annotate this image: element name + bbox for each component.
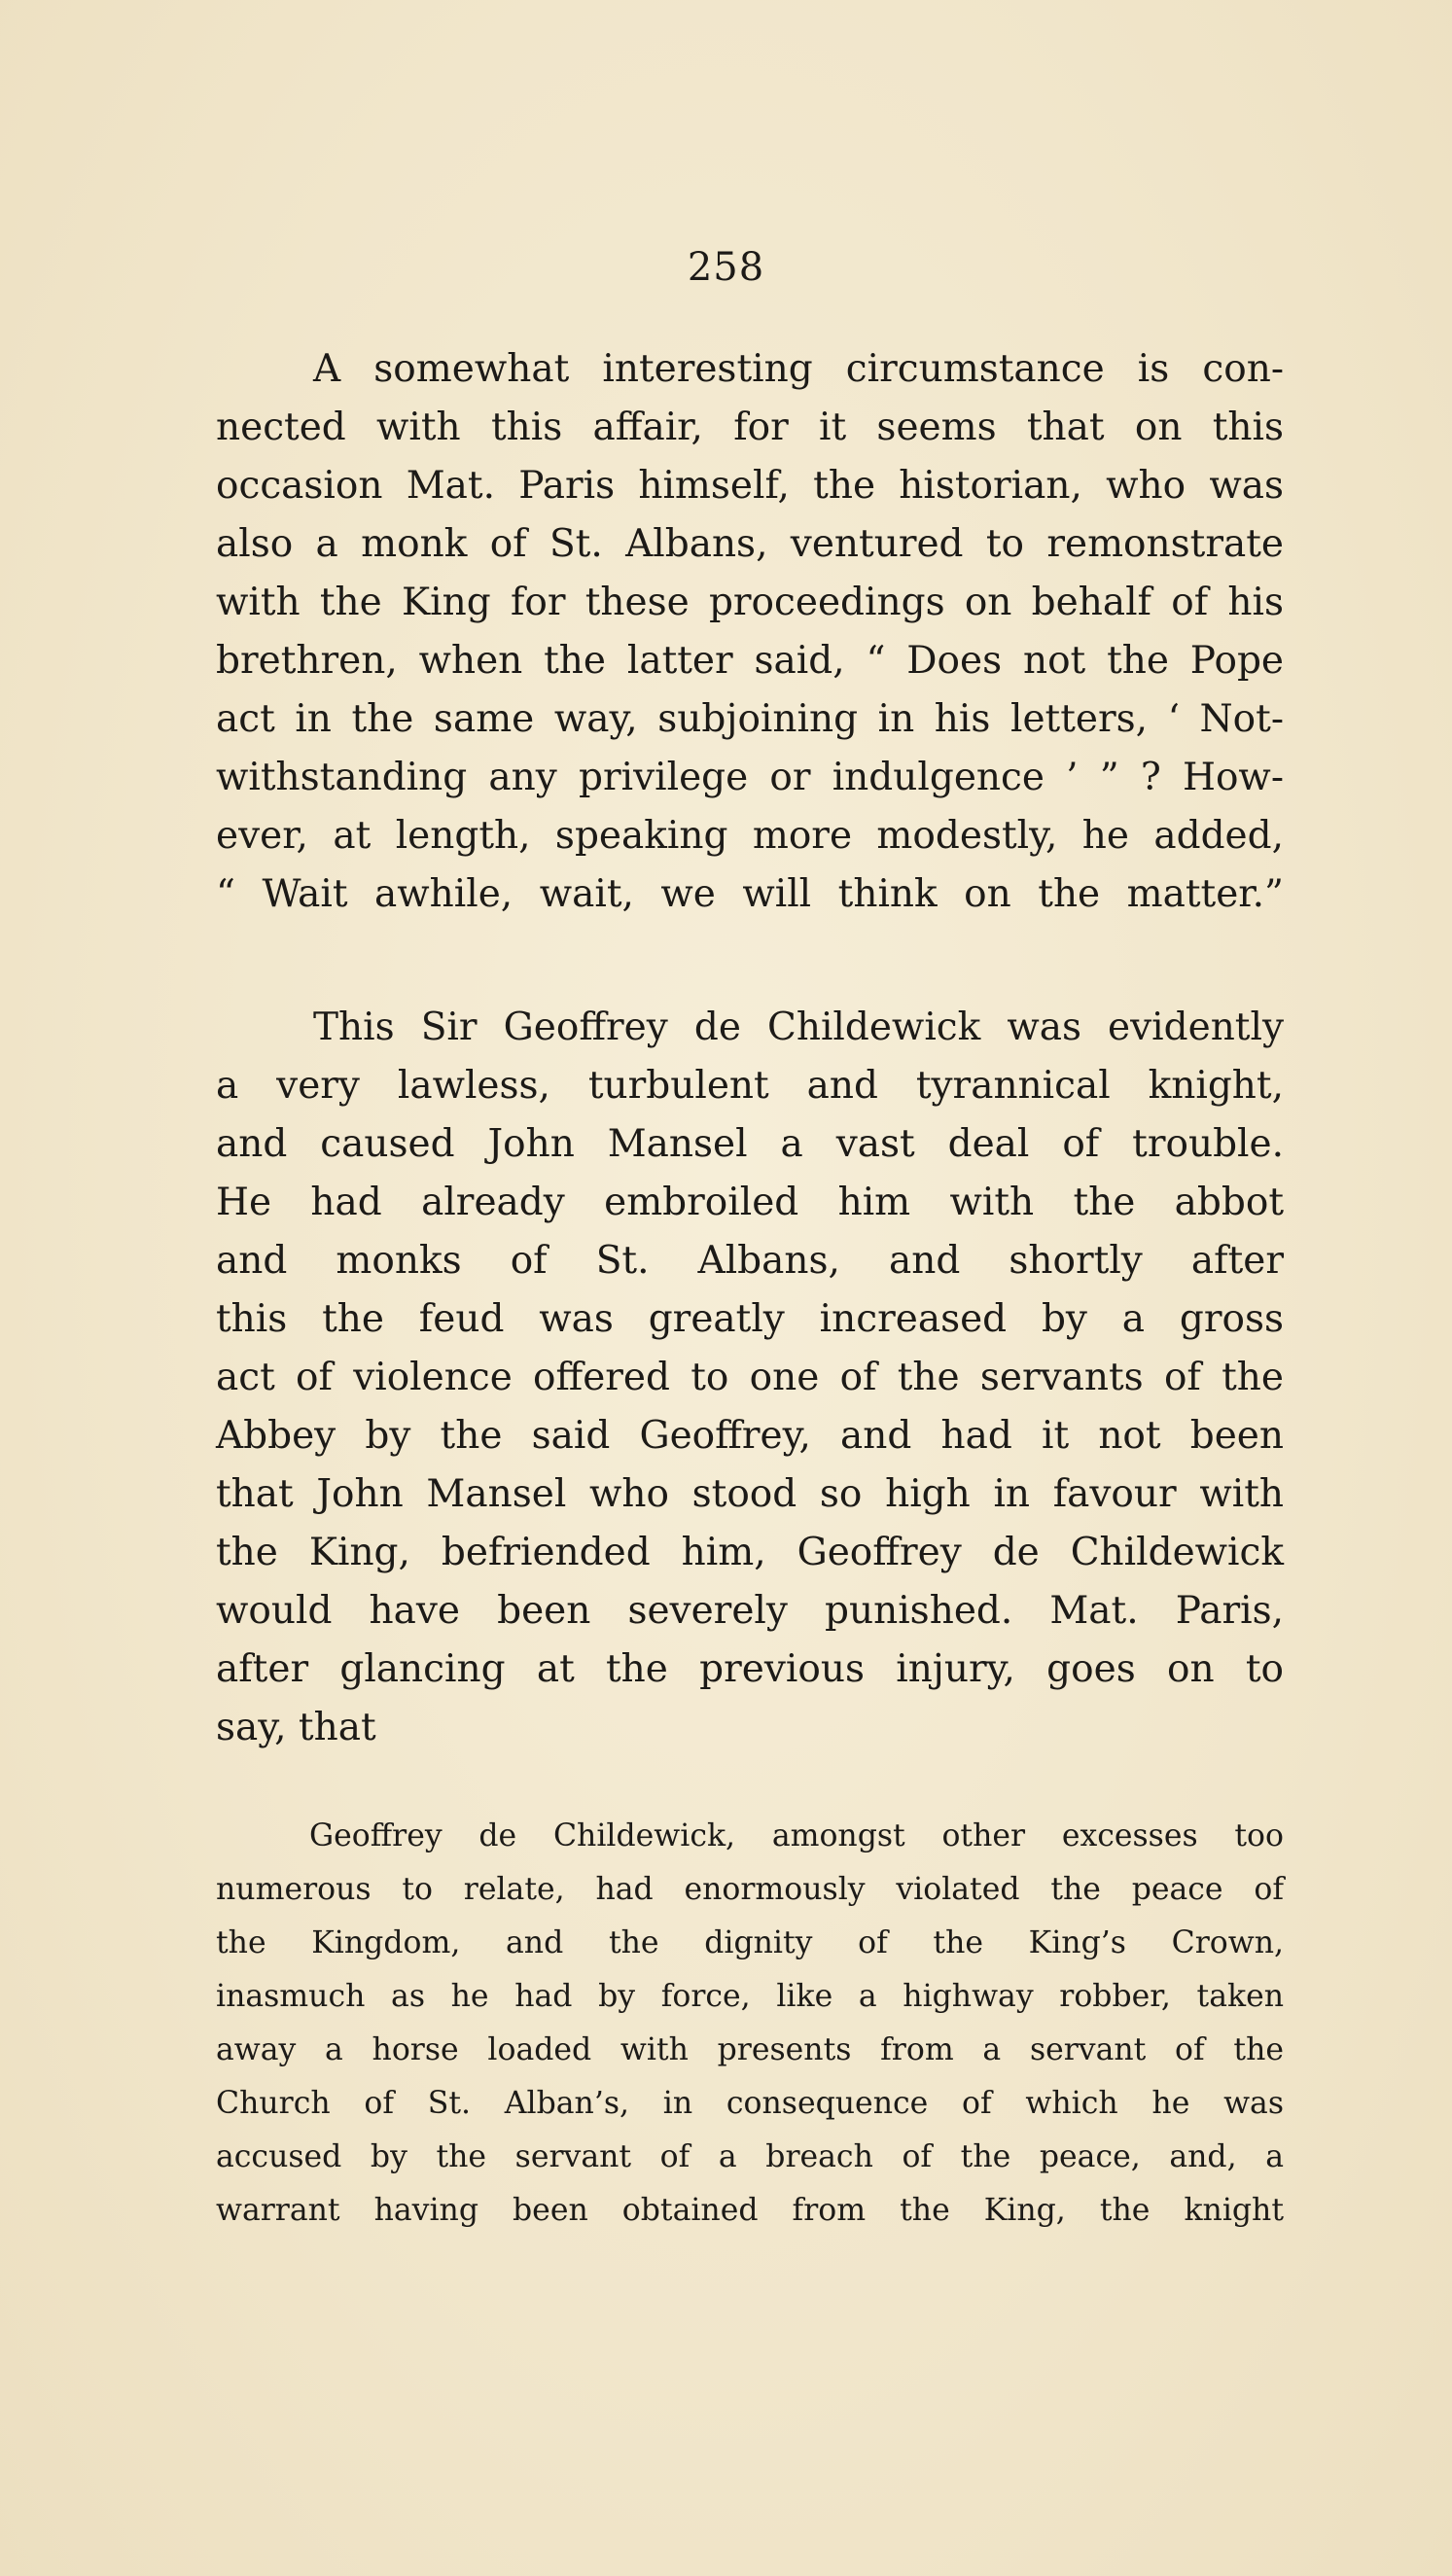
text-line: act of violence offered to one of the servants of the: [216, 1356, 1284, 1399]
text-line: act in the same way, subjoining in his letters, ‘ Not-: [216, 697, 1284, 741]
text-line: with the King for these proceedings on behalf of his: [216, 581, 1284, 624]
text-line: a very lawless, turbulent and tyrannical knight,: [216, 1064, 1284, 1108]
text-line: after glancing at the previous injury, goes on to: [216, 1647, 1284, 1691]
quote-line: numerous to relate, had enormously violated the peace of: [216, 1872, 1284, 1907]
text-line: brethren, when the latter said, “ Does not the Pope: [216, 639, 1284, 683]
text-line: “ Wait awhile, wait, we will think on the matter.”: [216, 872, 1284, 916]
quote-line: warrant having been obtained from the King, the knight: [216, 2193, 1284, 2228]
quote-line: the Kingdom, and the dignity of the King’s Crown,: [216, 1925, 1284, 1960]
text-line: withstanding any privilege or indulgence ’ ” ? How-: [216, 756, 1284, 799]
text-line: and monks of St. Albans, and shortly after: [216, 1239, 1284, 1283]
text-line: would have been severely punished. Mat. Paris,: [216, 1589, 1284, 1633]
text-line: A somewhat interesting circumstance is con-: [313, 347, 1284, 391]
text-line: Abbey by the said Geoffrey, and had it not been: [216, 1414, 1284, 1458]
text-line: say, that: [216, 1706, 376, 1749]
text-line: and caused John Mansel a vast deal of trouble.: [216, 1122, 1284, 1166]
text-line: ever, at length, speaking more modestly, he added,: [216, 814, 1284, 858]
paragraph-1: [216, 340, 1284, 924]
quote-line: Church of St. Alban’s, in consequence of which he was: [216, 2086, 1284, 2121]
text-line: occasion Mat. Paris himself, the historian, who was: [216, 464, 1284, 508]
page-number: 258: [687, 245, 765, 290]
text-line: the King, befriended him, Geoffrey de Childewick: [216, 1531, 1284, 1574]
text-line: that John Mansel who stood so high in favour with: [216, 1472, 1284, 1516]
quote-line: away a horse loaded with presents from a servant of the: [216, 2032, 1284, 2067]
paragraph-2: [216, 999, 1284, 1757]
text-line: This Sir Geoffrey de Childewick was evidently: [313, 1006, 1284, 1049]
quote-line: Geoffrey de Childewick, amongst other excesses too: [309, 1818, 1284, 1853]
text-line: He had already embroiled him with the abbot: [216, 1181, 1284, 1224]
quote-line: inasmuch as he had by force, like a highway robber, taken: [216, 1979, 1284, 2014]
text-line: nected with this affair, for it seems that on this: [216, 406, 1284, 449]
text-line: also a monk of St. Albans, ventured to remonstrate: [216, 522, 1284, 566]
text-line: this the feud was greatly increased by a gross: [216, 1297, 1284, 1341]
quote-line: accused by the servant of a breach of the peace, and, a: [216, 2139, 1284, 2174]
quoted-extract: [216, 1810, 1284, 2238]
